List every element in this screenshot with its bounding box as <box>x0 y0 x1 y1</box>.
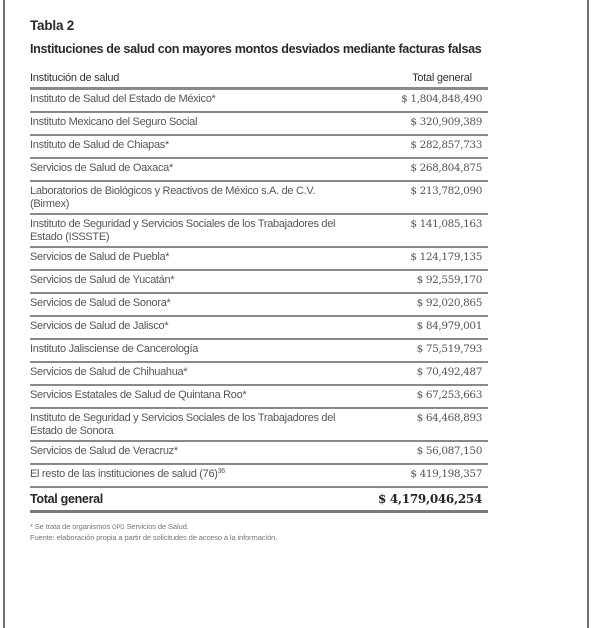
column-header-total: Total general <box>346 66 488 89</box>
institution-name <box>30 270 346 293</box>
total-label: Total general <box>30 487 346 512</box>
amount-value: $ 92,020,865 <box>346 293 488 316</box>
asterisk-note-prefix: * Se trata de organismos <box>30 522 112 531</box>
asterisk-note <box>30 522 488 533</box>
institution-text: El resto de las instituciones de salud (76) <box>30 468 218 480</box>
table-row <box>30 247 488 270</box>
table-figure <box>30 17 488 543</box>
institution-name <box>30 247 346 270</box>
table-row <box>30 135 488 158</box>
table-row <box>30 385 488 408</box>
header-row <box>30 66 488 89</box>
amount-value: $ 67,253,663 <box>346 385 488 408</box>
data-table <box>30 66 488 513</box>
institution-text: Servicios de Salud de Yucatán* <box>30 274 175 286</box>
table-row <box>30 362 488 385</box>
institution-name <box>30 181 346 214</box>
amount-value: $ 213,782,090 <box>346 181 488 214</box>
amount-value: $ 56,087,150 <box>346 441 488 464</box>
institution-name <box>30 89 346 113</box>
institution-name <box>30 158 346 181</box>
institution-text: Servicios de Salud de Oaxaca* <box>30 162 173 174</box>
table-row <box>30 316 488 339</box>
institution-text: Servicios de Salud de Veracruz* <box>30 445 178 457</box>
amount-value: $ 141,085,163 <box>346 214 488 247</box>
table-row <box>30 339 488 362</box>
institution-name <box>30 316 346 339</box>
institution-text: Servicios Estatales de Salud de Quintana Roo* <box>30 389 247 401</box>
asterisk-note-suffix: Servicios de Salud. <box>124 522 189 531</box>
total-amount: $ 4,179,046,254 <box>346 487 488 512</box>
table-row <box>30 181 488 214</box>
amount-value: $ 64,468,893 <box>346 408 488 441</box>
institution-text: Servicios de Salud de Chihuahua* <box>30 366 188 378</box>
institution-name <box>30 464 346 487</box>
institution-text: Instituto de Seguridad y Servicios Sociales de los Trabajadores del Estado (ISSSTE) <box>30 218 336 243</box>
column-header-institution: Institución de salud <box>30 66 346 89</box>
institution-text: Instituto de Salud de Chiapas* <box>30 139 169 151</box>
amount-value: $ 1,804,848,490 <box>346 89 488 113</box>
institution-text: Instituto de Salud del Estado de México* <box>30 93 216 105</box>
institution-text: Servicios de Salud de Sonora* <box>30 297 171 309</box>
asterisk-note-abbr: OPD <box>111 525 125 531</box>
table-row <box>30 408 488 441</box>
amount-value: $ 320,909,389 <box>346 112 488 135</box>
institution-name <box>30 385 346 408</box>
table-row <box>30 214 488 247</box>
table-row <box>30 270 488 293</box>
source-note: Fuente: elaboración propia a partir de solicitudes de acceso a la información. <box>30 533 278 542</box>
amount-value: $ 124,179,135 <box>346 247 488 270</box>
table-title: Instituciones de salud con mayores montos desviados mediante facturas falsas <box>30 42 482 56</box>
table-number: Tabla 2 <box>30 18 75 33</box>
amount-value: $ 75,519,793 <box>346 339 488 362</box>
table-row <box>30 89 488 113</box>
amount-value: $ 268,804,875 <box>346 158 488 181</box>
table-row <box>30 441 488 464</box>
footnote-reference: 36 <box>217 468 225 475</box>
institution-text: Servicios de Salud de Puebla* <box>30 251 170 263</box>
table-row <box>30 158 488 181</box>
total-row <box>30 487 488 512</box>
institution-name <box>30 293 346 316</box>
amount-value: $ 419,198,357 <box>346 464 488 487</box>
institution-text: Laboratorios de Biológicos y Reactivos de México s.A. de C.V. (Birmex) <box>30 185 316 210</box>
table-body <box>30 89 488 488</box>
amount-value: $ 70,492,487 <box>346 362 488 385</box>
institution-text: Servicios de Salud de Jalisco* <box>30 320 169 332</box>
amount-value: $ 282,857,733 <box>346 135 488 158</box>
institution-name <box>30 214 346 247</box>
table-row <box>30 112 488 135</box>
institution-name <box>30 112 346 135</box>
amount-value: $ 92,559,170 <box>346 270 488 293</box>
table-row <box>30 293 488 316</box>
institution-name <box>30 441 346 464</box>
institution-name <box>30 408 346 441</box>
institution-name <box>30 339 346 362</box>
amount-value: $ 84,979,001 <box>346 316 488 339</box>
table-row <box>30 464 488 487</box>
table-notes <box>30 522 488 543</box>
institution-text: Instituto Jalisciense de Cancerología <box>30 343 199 355</box>
institution-text: Instituto Mexicano del Seguro Social <box>30 116 198 128</box>
institution-text: Instituto de Seguridad y Servicios Sociales de los Trabajadores del Estado de Sonora <box>30 412 336 437</box>
institution-name <box>30 362 346 385</box>
institution-name <box>30 135 346 158</box>
